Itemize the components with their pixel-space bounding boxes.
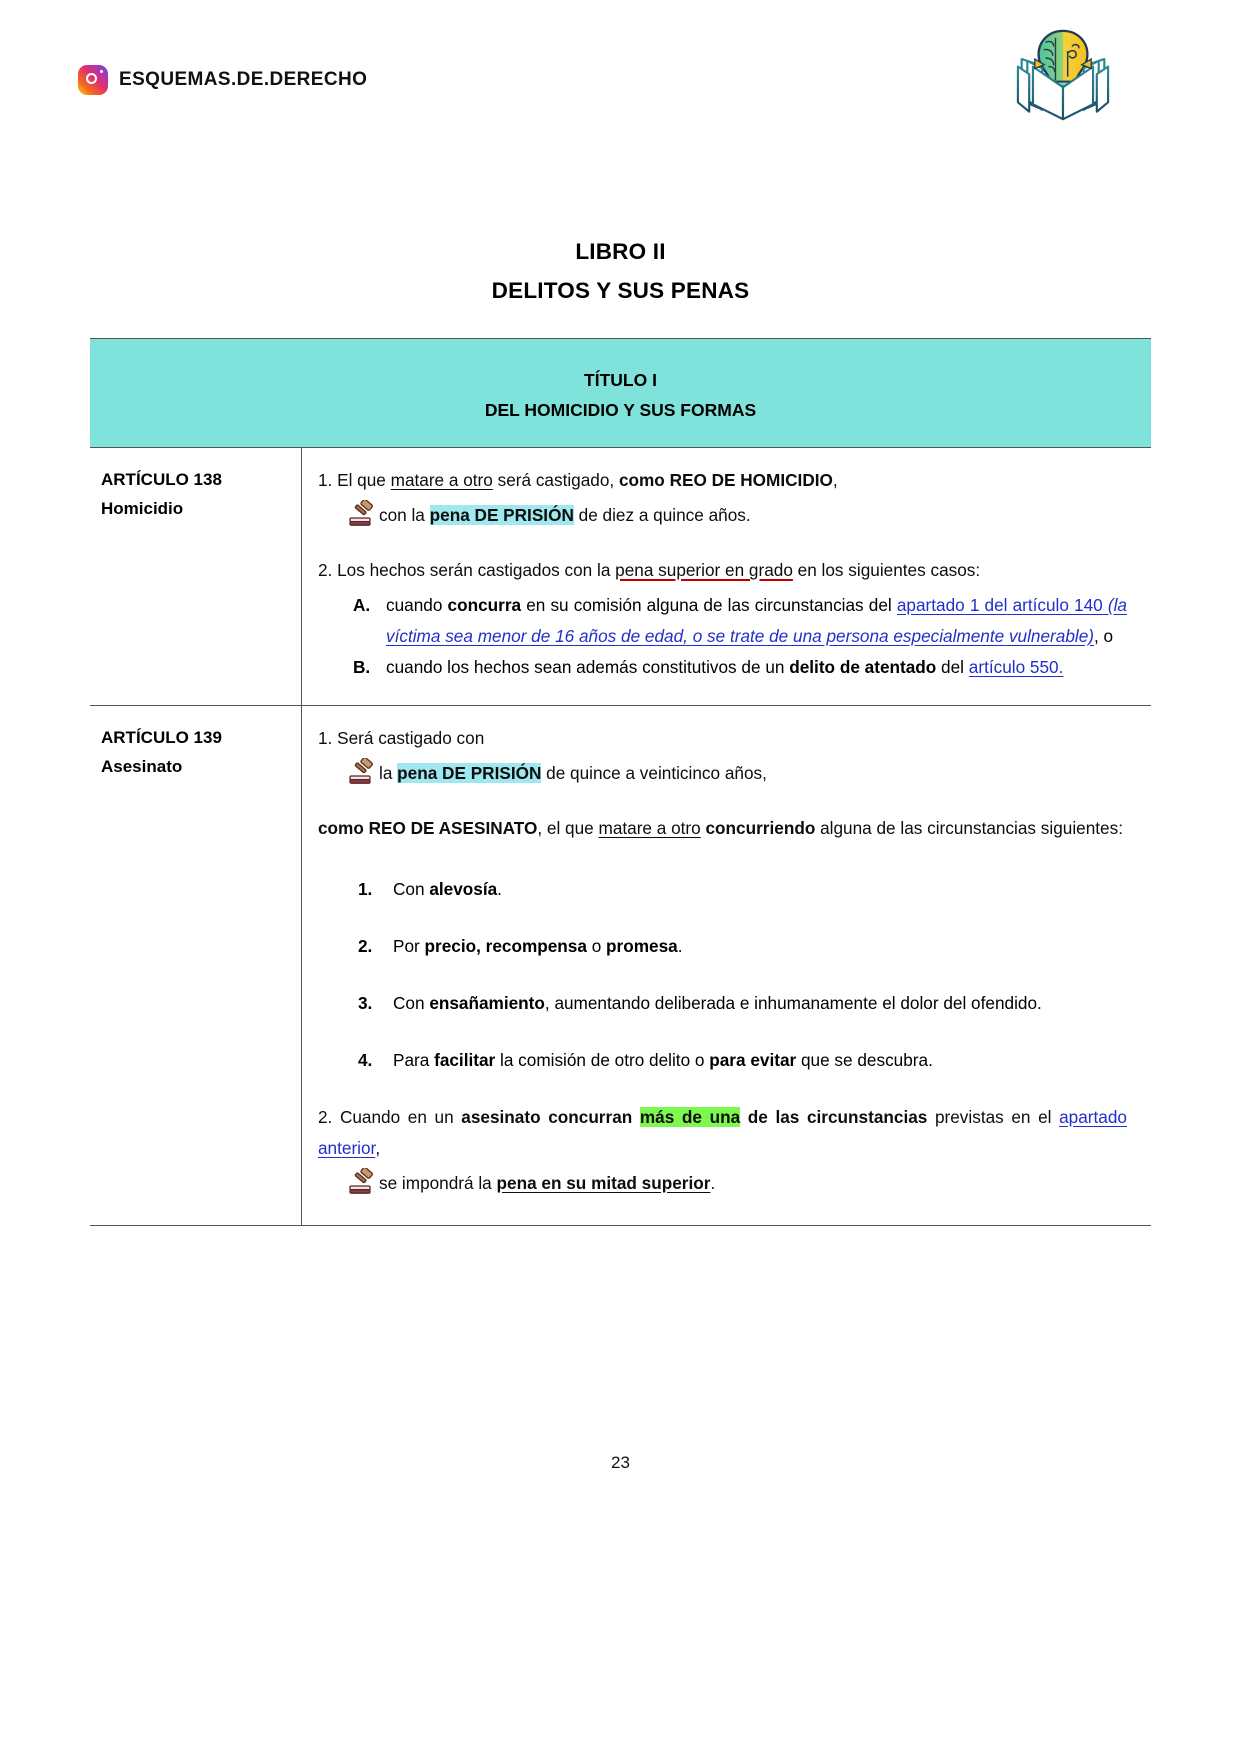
a138-p1-mid: será castigado, bbox=[492, 470, 619, 490]
a139-c2-bold2: promesa bbox=[606, 936, 678, 956]
a138-item-b-pre: cuando los hechos sean además constitutivos de un bbox=[386, 657, 790, 677]
article-138-number: ARTÍCULO 138 bbox=[101, 470, 222, 489]
article-139-header-cell bbox=[90, 706, 302, 1225]
a139-p2-underlined: matare a otro bbox=[598, 818, 701, 838]
a139-p1b-highlight: pena DE PRISIÓN bbox=[397, 763, 542, 783]
a139-p1b-pre: la bbox=[379, 763, 398, 783]
a138-p1b-pre: con la bbox=[379, 505, 430, 525]
a139-c2-mid: o bbox=[586, 936, 607, 956]
list-item bbox=[318, 931, 1127, 962]
article-139-paragraph-1: 1. Será castigado con bbox=[318, 728, 485, 748]
a139-c4-pre: Para bbox=[393, 1050, 435, 1070]
a139-p3-bold: asesinato concurran bbox=[461, 1107, 640, 1127]
page-number: 23 bbox=[611, 1453, 630, 1472]
link-apartado-1-articulo-140[interactable]: apartado 1 del artículo 140 bbox=[896, 595, 1103, 615]
article-139-body-cell bbox=[302, 706, 1151, 1225]
article-139-paragraph-3 bbox=[318, 1102, 1127, 1164]
titulo-band-line-1: TÍTULO I bbox=[584, 370, 657, 390]
a138-item-b-marker: B. bbox=[353, 657, 371, 677]
article-139-paragraph-2 bbox=[318, 813, 1127, 844]
instagram-handle: ESQUEMAS.DE.DERECHO bbox=[119, 69, 368, 90]
a138-item-a-link-italic: (la víctima sea menor de 16 años de edad, o se trate de una persona especialmente vulnerable) bbox=[386, 595, 1127, 646]
a138-item-a-bold: concurra bbox=[447, 595, 522, 615]
titulo-band-line-2: DEL HOMICIDIO Y SUS FORMAS bbox=[484, 400, 757, 420]
link-apartado-anterior[interactable]: apartado anterior bbox=[318, 1107, 1127, 1158]
article-139-name: Asesinato bbox=[101, 757, 183, 776]
titulo-band bbox=[90, 338, 1151, 447]
a139-p2-bold2: concurriendo bbox=[700, 818, 816, 838]
article-138-header-cell bbox=[90, 448, 302, 705]
a139-c2-end: . bbox=[677, 936, 683, 956]
a139-p2-end: alguna de las circunstancias siguientes: bbox=[815, 818, 1123, 838]
article-139-number: ARTÍCULO 139 bbox=[101, 728, 222, 747]
a138-item-b-bold: delito de atentado bbox=[789, 657, 937, 677]
a139-p1b-end: de quince a veinticinco años, bbox=[541, 763, 767, 783]
a139-c1-pre: Con bbox=[393, 879, 430, 899]
article-139-paragraph-1b bbox=[318, 758, 1127, 789]
a139-c3-marker: 3. bbox=[358, 993, 373, 1013]
a138-item-a-pre: cuando bbox=[386, 595, 448, 615]
a139-c1-bold: alevosía bbox=[429, 879, 498, 899]
a139-c1-mid: . bbox=[497, 879, 502, 899]
table-row bbox=[90, 705, 1151, 1226]
a139-p2-mid: , el que bbox=[537, 818, 599, 838]
a139-c1-marker: 1. bbox=[358, 879, 373, 899]
a139-p3-mid: previstas en el bbox=[927, 1107, 1060, 1127]
list-item bbox=[318, 652, 1127, 683]
list-item bbox=[318, 988, 1127, 1019]
a139-p3-end: , bbox=[375, 1138, 381, 1158]
article-138-sublist bbox=[318, 590, 1127, 683]
title-line-libro: LIBRO II bbox=[575, 239, 666, 264]
list-item bbox=[318, 1045, 1127, 1076]
a139-c4-marker: 4. bbox=[358, 1050, 373, 1070]
a139-c3-bold: ensañamiento bbox=[429, 993, 545, 1013]
article-139-circumstances-list bbox=[318, 874, 1127, 1076]
a139-p3-bold2: de las circunstancias bbox=[740, 1107, 928, 1127]
gavel-icon bbox=[348, 1168, 378, 1195]
a138-p1b-highlight: pena DE PRISIÓN bbox=[429, 505, 574, 525]
brain-lightbulb-book-logo bbox=[997, 14, 1129, 122]
list-item bbox=[318, 874, 1127, 905]
a138-p1-bold: como REO DE HOMICIDIO bbox=[618, 470, 833, 490]
a139-c3-pre: Con bbox=[393, 993, 430, 1013]
article-138-paragraph-2 bbox=[318, 555, 1127, 586]
a139-c2-bold: precio, recompensa bbox=[424, 936, 587, 956]
a138-p1b-end: de diez a quince años. bbox=[573, 505, 751, 525]
a138-item-b-mid: del bbox=[936, 657, 969, 677]
article-138-body-cell bbox=[302, 448, 1151, 705]
article-138-name: Homicidio bbox=[101, 499, 184, 518]
article-139-paragraph-3b bbox=[318, 1168, 1127, 1199]
a139-p2-bold: como REO DE ASESINATO bbox=[318, 818, 538, 838]
a139-p3b-end: . bbox=[710, 1173, 716, 1193]
a139-c4-bold: facilitar bbox=[434, 1050, 496, 1070]
article-138-paragraph-1 bbox=[318, 465, 1127, 496]
a139-c4-end: que se descubra. bbox=[796, 1050, 933, 1070]
gavel-icon bbox=[348, 500, 378, 527]
a139-p3-pre: 2. Cuando en un bbox=[318, 1107, 462, 1127]
a138-item-a-marker: A. bbox=[353, 595, 371, 615]
a139-c2-pre: Por bbox=[393, 936, 425, 956]
a138-p2-pre: 2. Los hechos serán castigados con la bbox=[318, 560, 616, 580]
a139-c2-marker: 2. bbox=[358, 936, 373, 956]
articles-table bbox=[90, 338, 1151, 1226]
a139-c3-mid: , aumentando deliberada e inhumanamente el dolor del ofendido. bbox=[544, 993, 1042, 1013]
a138-p1-pre: 1. El que bbox=[318, 470, 391, 490]
instagram-icon bbox=[78, 65, 108, 95]
a139-p3-highlight: más de una bbox=[639, 1107, 741, 1127]
instagram-brand bbox=[78, 65, 367, 95]
a138-item-a-end: , o bbox=[1094, 626, 1114, 646]
a138-p1-end: , bbox=[832, 470, 838, 490]
gavel-icon bbox=[348, 758, 378, 785]
title-line-delitos: DELITOS Y SUS PENAS bbox=[491, 278, 750, 303]
page-header bbox=[0, 0, 1241, 140]
article-138-paragraph-1b bbox=[318, 500, 1127, 531]
a139-c4-mid: la comisión de otro delito o bbox=[495, 1050, 710, 1070]
link-articulo-550[interactable]: artículo 550. bbox=[968, 657, 1064, 677]
list-item bbox=[318, 590, 1127, 652]
a138-p2-end: en los siguientes casos: bbox=[792, 560, 981, 580]
document-title bbox=[0, 232, 1241, 310]
a138-p1-underlined: matare a otro bbox=[390, 470, 493, 490]
a139-c4-bold2: para evitar bbox=[709, 1050, 797, 1070]
table-row bbox=[90, 447, 1151, 705]
a138-p2-red-underline: pena superior en grado bbox=[615, 560, 793, 580]
a139-p3b-pre: se impondrá la bbox=[379, 1173, 497, 1193]
a138-item-a-mid: en su comisión alguna de las circunstancias del bbox=[521, 595, 897, 615]
a139-p3b-underlined: pena en su mitad superior bbox=[496, 1173, 711, 1193]
